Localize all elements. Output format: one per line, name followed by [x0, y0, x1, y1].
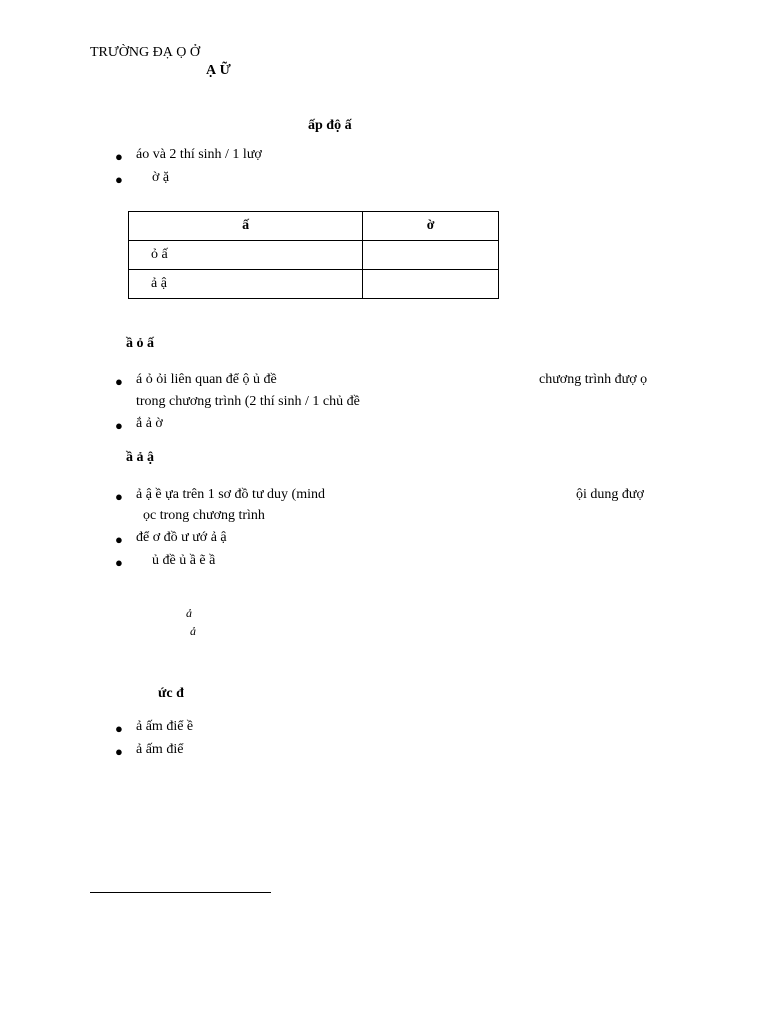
note-line: ả [190, 624, 196, 638]
bullet-dot: ● [115, 555, 123, 570]
table-cell: ả ậ [129, 270, 363, 299]
section-heading: ầ ỏ ấ [126, 336, 154, 351]
list-item-continuation: chương trình đượ ọ [539, 372, 648, 387]
list-item-wrap: trong chương trình (2 thí sinh / 1 chủ đề [136, 394, 360, 409]
list-item: để ơ đồ ư ướ ả ậ [136, 530, 227, 545]
list-item: ắ ả ờ [136, 416, 163, 431]
list-item: ủ đề ủ ầ ẽ ầ [152, 553, 216, 568]
table-row [129, 270, 499, 299]
list-item: áo và 2 thí sinh / 1 lượ [136, 147, 262, 162]
school-header-line-2: Ạ Ữ [206, 63, 231, 78]
table-row [129, 241, 499, 270]
list-item-continuation: ội dung đượ [576, 487, 644, 502]
levels-table [128, 211, 499, 299]
list-item: á ỏ ỏi liên quan để ộ ủ đề [136, 372, 277, 387]
bullet-dot: ● [115, 374, 123, 389]
section-heading: ức đ [158, 686, 184, 701]
school-header-line-1: TRƯỜNG ĐẠ Ọ Ở [90, 45, 201, 60]
section-heading: ầ ả ậ [126, 450, 154, 465]
table-header-row [129, 212, 499, 241]
list-item: ả ậ ề ựa trên 1 sơ đồ tư duy (mind [136, 487, 325, 502]
list-item: ả ấm điể [136, 742, 184, 757]
bullet-dot: ● [115, 418, 123, 433]
note-line: ả [186, 606, 192, 620]
table-cell: ỏ ấ [129, 241, 363, 270]
bullet-dot: ● [115, 532, 123, 547]
bullet-dot: ● [115, 172, 123, 187]
bullet-dot: ● [115, 721, 123, 736]
table-header-cell: ấ [129, 212, 363, 241]
bullet-dot: ● [115, 744, 123, 759]
table-cell [363, 270, 499, 299]
bullet-dot: ● [115, 149, 123, 164]
footnote-separator [90, 892, 271, 893]
bullet-dot: ● [115, 489, 123, 504]
section-title-levels: ấp độ ấ [308, 118, 352, 133]
list-item: ả ấm điể ề [136, 719, 194, 734]
list-item: ờ ặ [152, 170, 170, 185]
table-cell [363, 241, 499, 270]
table-header-cell: ờ [363, 212, 499, 241]
list-item-wrap: ọc trong chương trình [143, 508, 265, 523]
